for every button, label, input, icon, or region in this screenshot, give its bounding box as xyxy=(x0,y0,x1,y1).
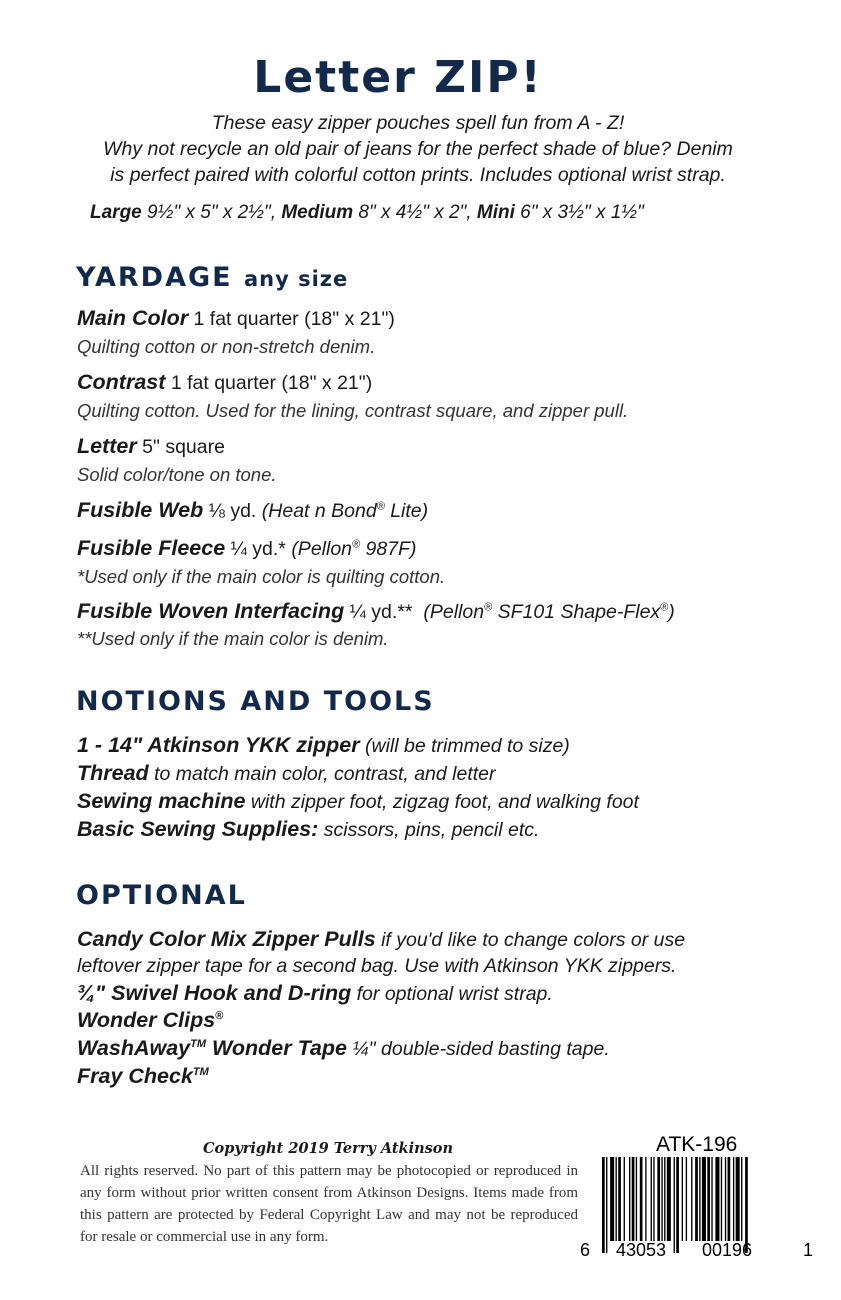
notions-item: Sewing machine with zipper foot, zigzag foot, and walking foot xyxy=(77,789,639,813)
barcode-bar xyxy=(661,1157,662,1241)
barcode-bar xyxy=(711,1157,712,1241)
optional-item: Wonder Clips® xyxy=(77,1008,224,1032)
barcode-left-group: 43053 xyxy=(616,1240,667,1260)
barcode-bar xyxy=(745,1157,748,1253)
yardage-note-main-color: Quilting cotton or non-stretch denim. xyxy=(77,336,376,357)
barcode-bar xyxy=(629,1157,630,1241)
barcode-bar xyxy=(667,1157,671,1241)
item-name: Main Color xyxy=(77,306,189,330)
copyright-title: Copyright 2019 Terry Atkinson xyxy=(203,1140,454,1157)
item-brand: (Heat n Bond® Lite) xyxy=(261,500,429,522)
optional-heading: OPTIONAL xyxy=(76,880,247,911)
barcode-bar xyxy=(653,1157,654,1241)
size-mini-dims: 6" x 3½" x 1½" xyxy=(520,202,644,223)
optional-item: Candy Color Mix Zipper Pulls if you'd like to change colors or use xyxy=(77,927,686,951)
yardage-item-contrast xyxy=(77,370,372,395)
item-name: Contrast xyxy=(77,370,166,394)
barcode xyxy=(598,1157,798,1253)
barcode-bar xyxy=(741,1157,742,1241)
item-name: Fusible Web xyxy=(77,498,204,522)
barcode-bar xyxy=(632,1157,635,1241)
item-amount: 5" square xyxy=(142,436,225,458)
item-brand: (Pellon® 987F) xyxy=(291,538,417,560)
notions-item: Thread to match main color, contrast, and letter xyxy=(77,761,496,785)
item-amount: 1 fat quarter (18" x 21") xyxy=(193,308,395,330)
barcode-bar xyxy=(606,1157,607,1253)
yardage-item-letter xyxy=(77,434,225,459)
page-title: Letter ZIP! xyxy=(253,52,543,103)
barcode-bar xyxy=(682,1157,683,1241)
barcode-bar xyxy=(602,1157,605,1253)
item-amount: 1 fat quarter (18" x 21") xyxy=(170,372,373,394)
barcode-bar xyxy=(624,1157,625,1241)
optional-item: WashAway™ Wonder Tape ¼" double-sided basting tape. xyxy=(77,1036,610,1060)
barcode-bar xyxy=(610,1157,614,1241)
optional-item: Fray Check™ xyxy=(77,1064,209,1088)
barcode-bar xyxy=(618,1157,621,1241)
yardage-note-contrast: Quilting cotton. Used for the lining, contrast square, and zipper pull. xyxy=(77,400,629,421)
copyright-body: All rights reserved. No part of this pattern may be photocopied or reproduced in any form without prior written consent from Atkinson Designs. Items made from this pattern are protected by Federal Copyright Law and may not be reproduced for resale or commercial use in any form. xyxy=(80,1163,578,1245)
notions-item: 1 - 14" Atkinson YKK zipper (will be trimmed to size) xyxy=(77,733,570,757)
barcode-bar xyxy=(695,1157,698,1241)
barcode-bar xyxy=(651,1157,652,1241)
barcode-bar xyxy=(640,1157,643,1241)
sku-label: ATK-196 xyxy=(656,1133,738,1156)
size-medium-dims: 8" x 4½" x 2", xyxy=(358,202,472,223)
intro-line-1: These easy zipper pouches spell fun from A - Z! xyxy=(211,112,625,134)
item-amount: ¼ yd.* xyxy=(230,538,286,560)
barcode-lead-digit: 6 xyxy=(580,1240,591,1260)
barcode-right-group: 00196 xyxy=(702,1240,753,1260)
notions-heading: NOTIONS AND TOOLS xyxy=(76,686,435,717)
yardage-note-letter: Solid color/tone on tone. xyxy=(77,464,277,485)
yardage-item-main-color xyxy=(77,306,395,331)
barcode-bar xyxy=(657,1157,660,1241)
item-brand: (Pellon® SF101 Shape-Flex®) xyxy=(423,601,675,623)
barcode-bar xyxy=(725,1157,726,1241)
item-name: Fusible Woven Interfacing xyxy=(77,599,345,623)
barcode-check-digit: 1 xyxy=(803,1240,814,1260)
yardage-item-woven-interfacing xyxy=(77,599,675,624)
yardage-note-fusible-fleece: *Used only if the main color is quilting cotton. xyxy=(77,566,446,587)
size-list xyxy=(90,202,644,224)
yardage-note-woven-interfacing: **Used only if the main color is denim. xyxy=(77,628,389,649)
barcode-bar xyxy=(616,1157,617,1241)
barcode-bar xyxy=(691,1157,692,1241)
optional-item: ¾" Swivel Hook and D-ring for optional wrist strap. xyxy=(77,981,553,1005)
intro-line-2: Why not recycle an old pair of jeans for the perfect shade of blue? Denim xyxy=(103,138,733,160)
size-large-label: Large xyxy=(90,202,142,223)
barcode-bar xyxy=(728,1157,731,1241)
yardage-item-fusible-web xyxy=(77,498,428,523)
size-large-dims: 9½" x 5" x 2½", xyxy=(147,202,277,223)
yardage-subtitle: any size xyxy=(243,267,349,291)
item-name: Letter xyxy=(77,434,137,458)
barcode-bar xyxy=(733,1157,734,1241)
intro-line-3: is perfect paired with colorful cotton prints. Includes optional wrist strap. xyxy=(110,164,726,186)
barcode-bar xyxy=(645,1157,646,1241)
item-name: Fusible Fleece xyxy=(77,536,226,560)
barcode-bar xyxy=(686,1157,687,1241)
barcode-bar xyxy=(715,1157,719,1241)
size-mini-label: Mini xyxy=(476,202,515,223)
barcode-bar xyxy=(702,1157,706,1241)
barcode-bar xyxy=(736,1157,740,1241)
barcode-bar xyxy=(664,1157,665,1241)
barcode-bar xyxy=(636,1157,637,1241)
barcode-bar xyxy=(721,1157,722,1241)
optional-item-continued: leftover zipper tape for a second bag. Use with Atkinson YKK zippers. xyxy=(77,955,677,977)
yardage-title: YARDAGE xyxy=(76,262,233,293)
barcode-bar xyxy=(674,1157,675,1253)
item-amount: ¼ yd.** xyxy=(349,601,413,623)
barcode-bar xyxy=(676,1157,679,1253)
item-amount: ⅛ yd. xyxy=(208,500,257,522)
notions-item: Basic Sewing Supplies: scissors, pins, pencil etc. xyxy=(77,817,540,841)
barcode-bar xyxy=(699,1157,700,1241)
barcode-bar xyxy=(707,1157,710,1241)
yardage-heading xyxy=(76,262,348,293)
size-medium-label: Medium xyxy=(281,202,354,223)
yardage-item-fusible-fleece xyxy=(77,536,416,561)
